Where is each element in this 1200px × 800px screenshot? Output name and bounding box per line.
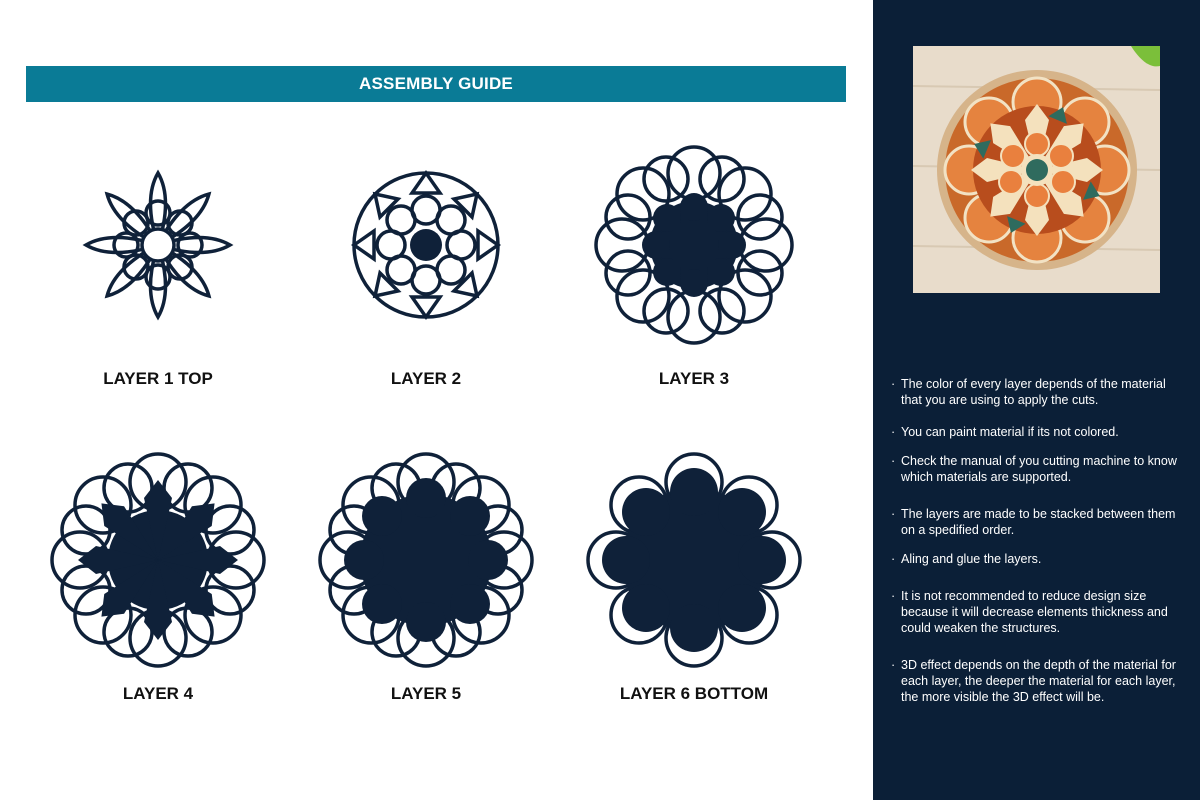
layer-card-2 (306, 135, 546, 435)
sidebar-panel (873, 0, 1200, 800)
layer-3-label: LAYER 3 (658, 369, 730, 388)
tip-item: · 3D effect depends on the depth of the material for each layer, the deeper the material for each layer, the more visible the 3D effect will be. (889, 657, 1189, 705)
tip-item: · The layers are made to be stacked between them on a spedified order. (889, 506, 1189, 538)
tip-item: · Aling and glue the layers. (889, 551, 1189, 567)
tip-item: · The color of every layer depends of the material that you are using to apply the cuts. (889, 376, 1189, 408)
product-photo (913, 46, 1160, 293)
layer-4-label: LAYER 4 (122, 684, 194, 703)
section-title: ASSEMBLY GUIDE (359, 74, 513, 93)
layer-5-mandala-icon (316, 450, 536, 670)
layer-3-mandala-icon (584, 135, 804, 355)
layer-5-label: LAYER 5 (390, 684, 462, 703)
layer-card-4 (38, 450, 278, 750)
tips-list (889, 376, 1189, 705)
tip-item: · You can paint material if its not colored. (889, 424, 1189, 440)
layer-1-mandala-icon (48, 135, 268, 355)
tip-item: · Check the manual of you cutting machine to know which materials are supported. (889, 453, 1189, 485)
section-banner (26, 66, 846, 102)
layer-4-mandala-icon (48, 450, 268, 670)
layer-1-label: LAYER 1 TOP (103, 369, 213, 388)
layer-card-6 (574, 450, 814, 750)
layer-card-1 (38, 135, 278, 435)
layer-2-mandala-icon (316, 135, 536, 355)
layer-6-label: LAYER 6 BOTTOM (619, 684, 769, 703)
layer-2-label: LAYER 2 (390, 369, 462, 388)
layer-card-3 (574, 135, 814, 435)
layer-card-5 (306, 450, 546, 750)
tip-item: · It is not recommended to reduce design size because it will decrease elements thickness and could weaken the structures. (889, 588, 1189, 636)
layer-6-mandala-icon (584, 450, 804, 670)
